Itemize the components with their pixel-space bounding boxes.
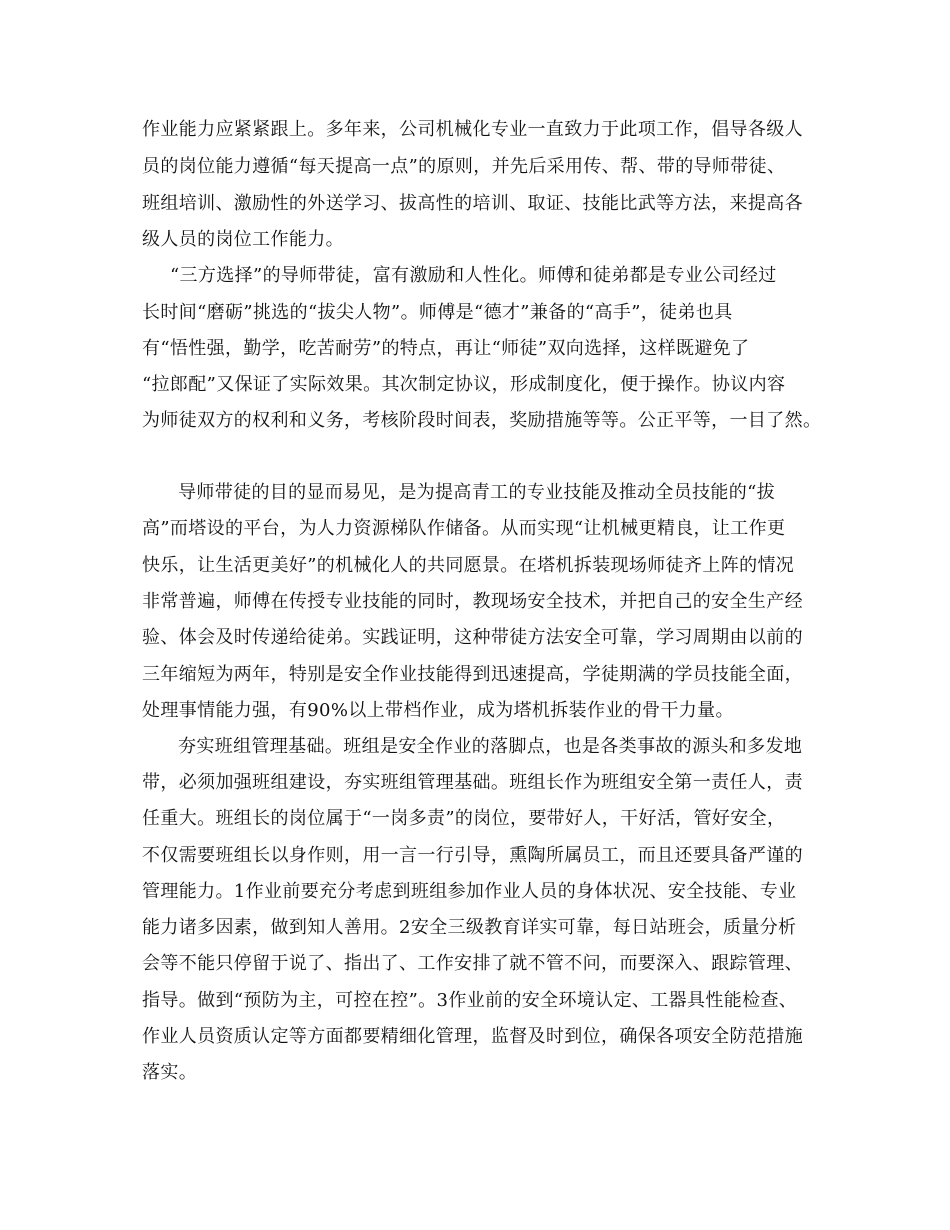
paragraph-4-line-5: 管理能力。1作业前要充分考虑到班组参加作业人员的身体状况、安全技能、专业	[142, 881, 797, 902]
paragraph-3-line-3: 快乐，让生活更美好”的机械化人的共同愿景。在塔机拆装现场师徒齐上阵的情况	[142, 555, 795, 576]
paragraph-4-line-3: 任重大。班组长的岗位属于“一岗多责”的岗位，要带好人，干好活，管好安全，	[142, 808, 786, 829]
paragraph-2-line-3: 有“悟性强，勤学，吃苦耐劳”的特点，再让“师徒”双向选择，这样既避免了	[142, 338, 750, 359]
paragraph-2-line-5: 为师徒双方的权利和义务，考核阶段时间表，奖励措施等等。公正平等，一目了然。	[142, 410, 822, 431]
paragraph-3-line-4: 非常普遍，师傅在传授专业技能的同时，教现场安全技术，并把自己的安全生产经	[142, 591, 803, 612]
paragraph-2-line-1: “三方选择”的导师带徒，富有激励和人性化。师傅和徒弟都是专业公司经过	[170, 265, 777, 286]
paragraph-4-line-1: 夯实班组管理基础。班组是安全作业的落脚点，也是各类事故的源头和多发地	[178, 736, 803, 757]
paragraph-4-line-6: 能力诸多因素，做到知人善用。2安全三级教育详实可靠，每日站班会，质量分析	[142, 917, 797, 938]
paragraph-1-line-4: 级人员的岗位工作能力。	[142, 229, 344, 250]
paragraph-4-line-9: 作业人员资质认定等方面都要精细化管理，监督及时到位，确保各项安全防范措施	[142, 1026, 803, 1047]
paragraph-2-line-2: 长时间“磨砺”挑选的“拔尖人物”。师傅是“德才”兼备的“高手”，徒弟也具	[142, 302, 733, 323]
paragraph-4-line-10: 落实。	[142, 1062, 198, 1083]
paragraph-1-line-1: 作业能力应紧紧跟上。多年来，公司机械化专业一直致力于此项工作，倡导各级人	[142, 119, 803, 140]
paragraph-3-line-6: 三年缩短为两年，特别是安全作业技能得到迅速提高，学徒期满的学员技能全面，	[142, 664, 803, 685]
paragraph-3-line-2: 高”而塔设的平台，为人力资源梯队作储备。从而实现“让机械更精良，让工作更	[142, 518, 786, 539]
paragraph-4-line-8: 指导。做到“预防为主，可控在控”。3作业前的安全环境认定、工器具性能检查、	[142, 990, 798, 1011]
paragraph-1-line-2: 员的岗位能力遵循“每天提高一点”的原则，并先后采用传、帮、带的导师带徒、	[142, 156, 786, 177]
paragraph-3-line-5: 验、体会及时传递给徒弟。实践证明，这种带徒方法安全可靠，学习周期由以前的	[142, 627, 803, 648]
paragraph-1-line-3: 班组培训、激励性的外送学习、拔高性的培训、取证、技能比武等方法，来提高各	[142, 193, 803, 214]
paragraph-4-line-7: 会等不能只停留于说了、指出了、工作安排了就不管不问，而要深入、跟踪管理、	[142, 953, 803, 974]
paragraph-4-line-2: 带，必须加强班组建设，夯实班组管理基础。班组长作为班组安全第一责任人，责	[142, 772, 803, 793]
paragraph-3-line-1: 导师带徒的目的显而易见，是为提高青工的专业技能及推动全员技能的“拔	[178, 482, 776, 503]
paragraph-4-line-4: 不仅需要班组长以身作则，用一言一行引导，熏陶所属员工，而且还要具备严谨的	[142, 845, 803, 866]
paragraph-3-line-7: 处理事情能力强，有90%以上带档作业，成为塔机拆装作业的骨干力量。	[142, 700, 734, 721]
paragraph-2-line-4: “拉郎配”又保证了实际效果。其次制定协议，形成制度化，便于操作。协议内容	[142, 374, 786, 395]
